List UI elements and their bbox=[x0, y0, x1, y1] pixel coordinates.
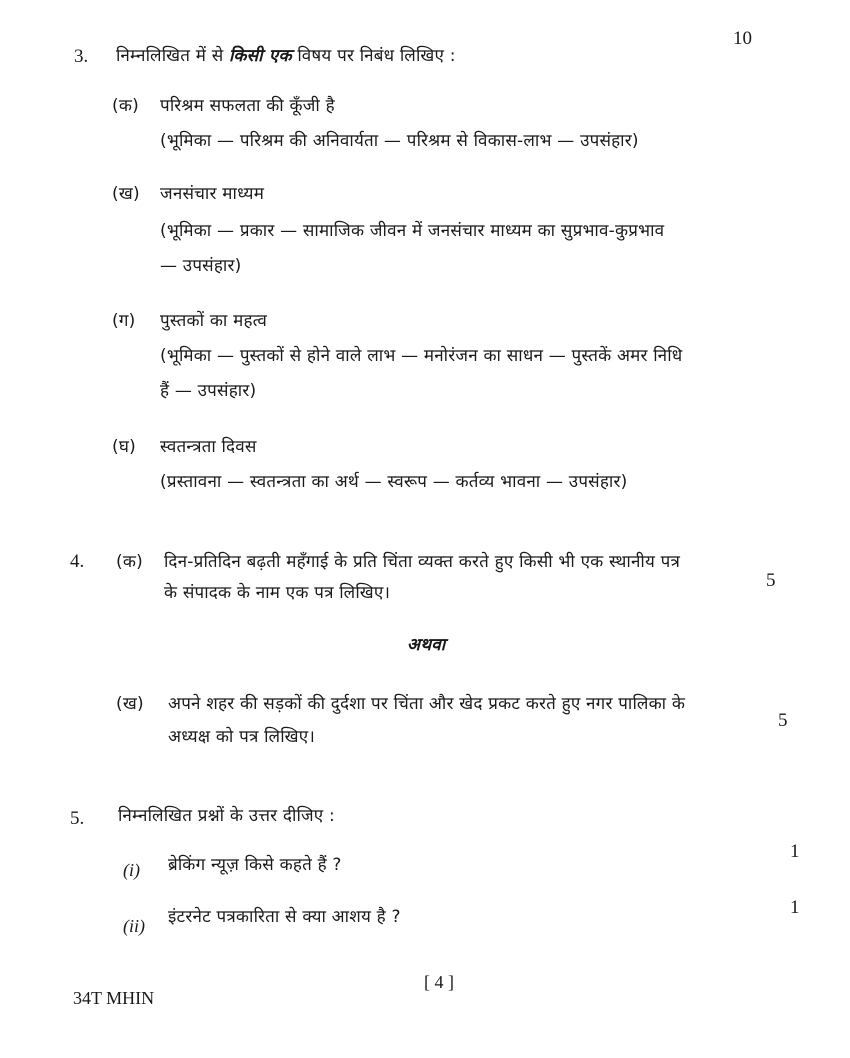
q3-option-a-title: परिश्रम सफलता की कूँजी है bbox=[160, 96, 335, 116]
q3-instruction-pre: निम्नलिखित में से bbox=[116, 46, 229, 66]
q3-option-b-hint-line2: — उपसंहार) bbox=[160, 256, 242, 276]
q3-option-b-label: (ख) bbox=[112, 184, 140, 204]
q3-option-c-hint-line1: (भूमिका — पुस्तकों से होने वाले लाभ — मनोरंजन का साधन — पुस्तकें अमर निधि bbox=[160, 346, 683, 366]
q4-a-label: (क) bbox=[116, 552, 143, 572]
q4-b-marks: 5 bbox=[778, 710, 788, 731]
q4-or-label: अथवा bbox=[407, 635, 446, 655]
q3-marks: 10 bbox=[733, 28, 752, 49]
q3-option-a-label: (क) bbox=[112, 96, 139, 116]
q5-item-1-marks: 1 bbox=[790, 841, 800, 862]
q3-option-c-hint-line2: हैं — उपसंहार) bbox=[160, 381, 257, 401]
q4-number: 4. bbox=[70, 551, 85, 572]
q3-option-b-title: जनसंचार माध्यम bbox=[160, 184, 265, 204]
q4-a-marks: 5 bbox=[766, 570, 776, 591]
q3-option-d-title: स्वतन्त्रता दिवस bbox=[160, 437, 257, 457]
q3-instruction-post: विषय पर निबंध लिखिए : bbox=[291, 46, 456, 66]
paper-code: 34T MHIN bbox=[73, 988, 155, 1008]
q4-b-line2: अध्यक्ष को पत्र लिखिए। bbox=[168, 727, 316, 747]
page-number: [ 4 ] bbox=[424, 972, 454, 992]
q4-b-label: (ख) bbox=[116, 694, 144, 714]
q5-item-2-marks: 1 bbox=[790, 897, 800, 918]
q4-a-line1: दिन-प्रतिदिन बढ़ती महँगाई के प्रति चिंता व्यक्त करते हुए किसी भी एक स्थानीय पत्र bbox=[164, 552, 681, 572]
q5-item-2-text: इंटरनेट पत्रकारिता से क्या आशय है ? bbox=[168, 907, 401, 927]
q3-option-c-label: (ग) bbox=[112, 311, 136, 331]
q3-instruction-emphasis: किसी एक bbox=[229, 46, 292, 66]
q4-a-line2: के संपादक के नाम एक पत्र लिखिए। bbox=[164, 583, 391, 603]
q3-option-a-hint: (भूमिका — परिश्रम की अनिवार्यता — परिश्रम से विकास-लाभ — उपसंहार) bbox=[160, 131, 639, 151]
q5-item-1-label: (i) bbox=[123, 860, 140, 880]
q4-b-line1: अपने शहर की सड़कों की दुर्दशा पर चिंता और खेद प्रकट करते हुए नगर पालिका के bbox=[168, 694, 686, 714]
q3-option-d-label: (घ) bbox=[112, 437, 136, 457]
q3-option-c-title: पुस्तकों का महत्व bbox=[160, 311, 268, 331]
q3-instruction bbox=[116, 43, 456, 66]
q3-option-d-hint: (प्रस्तावना — स्वतन्त्रता का अर्थ — स्वरूप — कर्तव्य भावना — उपसंहार) bbox=[160, 472, 628, 492]
q3-option-b-hint-line1: (भूमिका — प्रकार — सामाजिक जीवन में जनसंचार माध्यम का सुप्रभाव-कुप्रभाव bbox=[160, 221, 665, 241]
q5-number: 5. bbox=[70, 808, 85, 829]
q3-number: 3. bbox=[74, 46, 89, 67]
q5-item-1-text: ब्रेकिंग न्यूज़ किसे कहते हैं ? bbox=[168, 855, 342, 875]
q5-item-2-label: (ii) bbox=[123, 916, 145, 936]
q5-instruction: निम्नलिखित प्रश्नों के उत्तर दीजिए : bbox=[118, 806, 335, 826]
